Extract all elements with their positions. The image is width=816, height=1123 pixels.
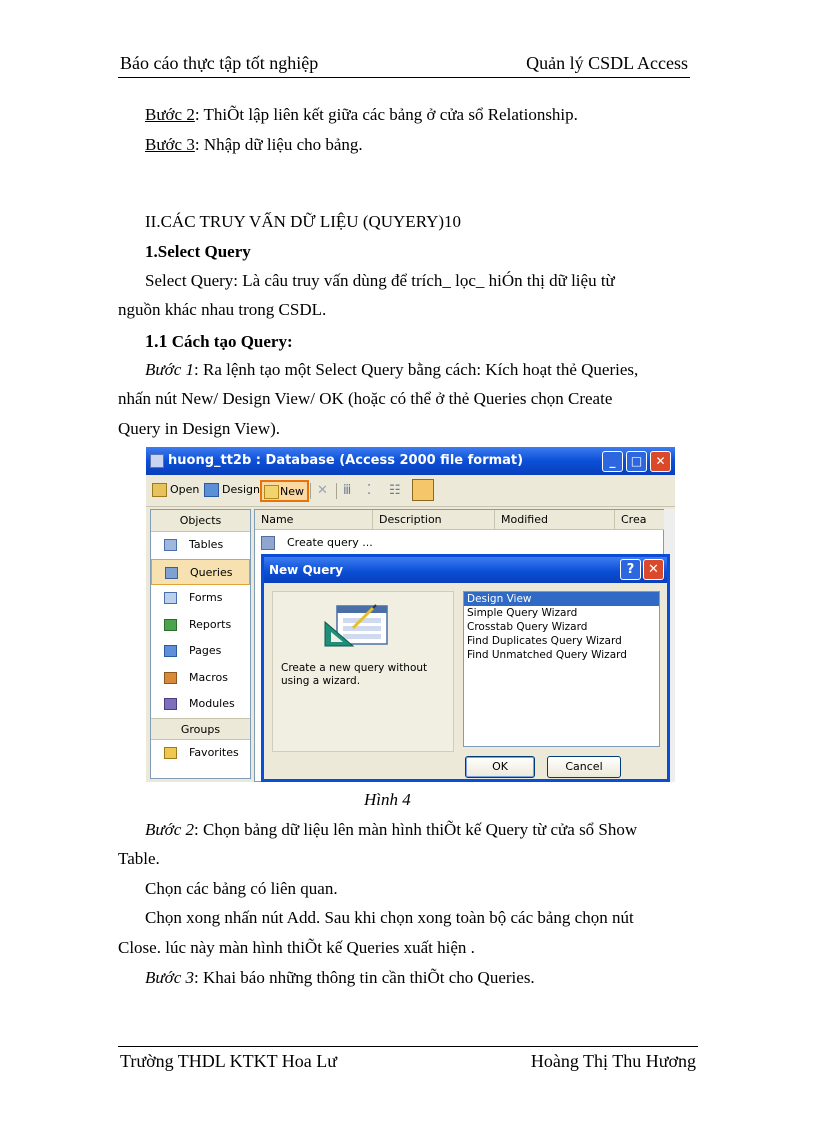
new-label: New [280,485,304,498]
s2-line2: Table. [118,849,160,868]
object-queries[interactable] [151,559,250,586]
delete-icon[interactable]: ✕ [317,483,328,498]
sub11-num: 1.1 [145,331,168,351]
step2-line [145,104,578,126]
option-find-duplicates-wizard[interactable]: Find Duplicates Query Wizard [467,635,622,647]
step2-text: : ThiÕt lập liên kết giữa các bảng ở cửa sổ Relationship. [194,105,578,124]
dialog-titlebar [264,557,667,583]
new-button[interactable] [260,480,309,502]
s1-line3: Query in Design View). [118,419,281,438]
page-footer [118,1046,698,1071]
page-header [118,52,690,78]
s1-text1: : Ra lệnh tạo một Select Query bằng cách: Kích hoạt thẻ Queries, [194,360,639,379]
object-modules[interactable] [151,691,250,718]
column-header-created[interactable]: Crea [615,510,665,530]
favorites-label: Favorites [189,745,239,759]
object-label: Tables [189,538,224,551]
open-label: Open [170,483,200,496]
para1-line1-text: Select Query: Là câu truy vấn dùng để trích_ lọc_ hiÓn thị dữ liệu từ [145,271,615,290]
large-icons-icon[interactable]: ⅲ [343,483,352,498]
objects-pane [150,509,251,779]
s1-line1 [145,359,638,381]
option-design-view[interactable]: Design View [464,592,659,606]
toolbar-separator [310,483,311,499]
open-button[interactable] [152,480,199,502]
step3-line [145,134,363,156]
s1-label: Bước 1 [145,360,195,379]
list-item-label: Create query ... [287,536,373,549]
object-label: Forms [189,591,223,604]
list-view-icon[interactable]: ☷ [389,483,401,498]
toolbar-separator [336,483,337,499]
details-view-icon[interactable] [412,479,434,501]
option-find-unmatched-wizard[interactable]: Find Unmatched Query Wizard [467,649,627,661]
add-line2: Close. lúc này màn hình thiÕt kế Queries xuất hiện . [118,938,475,957]
para1-line2: nguồn khác nhau trong CSDL. [118,300,327,319]
pages-icon [164,645,177,657]
column-header-name[interactable]: Name [255,510,373,530]
sub11-title [145,330,293,353]
forms-icon [164,592,177,604]
step2-label: Bước 2 [145,105,195,124]
object-label: Pages [189,644,222,657]
option-simple-query-wizard[interactable]: Simple Query Wizard [467,607,578,619]
s2-line1 [145,819,637,841]
database-icon [150,454,164,468]
s3-line [145,967,535,989]
object-reports[interactable] [151,612,250,639]
header-left: Báo cáo thực tập tốt nghiệp [120,53,319,73]
modules-icon [164,698,177,710]
add-line1: Chọn xong nhấn nút Add. Sau khi chọn xong toàn bộ các bảng chọn nút [145,908,634,927]
s3-label: Bước 3 [145,968,195,987]
queries-icon [165,567,178,579]
footer-left: Trường THDL KTKT Hoa Lư [120,1051,338,1071]
object-tables[interactable] [151,532,250,559]
group-favorites[interactable] [151,740,250,767]
groups-header: Groups [151,718,250,740]
list-item[interactable] [259,534,373,552]
column-header-description[interactable]: Description [373,510,495,530]
query-icon [261,536,275,550]
window-title: huong_tt2b : Database (Access 2000 file format) [168,453,524,468]
step3-text: : Nhập dữ liệu cho bảng. [194,135,363,154]
related-line: Chọn các bảng có liên quan. [145,879,338,898]
option-crosstab-query-wizard[interactable]: Crosstab Query Wizard [467,621,588,633]
query-type-list[interactable] [463,591,660,747]
reports-icon [164,619,177,631]
minimize-icon[interactable]: _ [602,451,623,472]
macros-icon [164,672,177,684]
ok-button[interactable]: OK [465,756,535,778]
database-toolbar [146,475,675,507]
step3-label: Bước 3 [145,135,195,154]
design-icon [204,483,219,497]
sub1-title: 1.Select Query [145,242,251,261]
favorites-icon [164,747,177,759]
access-database-window [146,447,675,782]
object-label: Queries [190,565,233,579]
dialog-description: Create a new query without using a wizard. [281,662,428,687]
open-icon [152,483,167,497]
header-right: Quản lý CSDL Access [526,53,688,73]
new-icon [264,485,279,499]
query-design-icon [323,604,391,648]
s2-text1: : Chọn bảng dữ liệu lên màn hình thiÕt kế Query từ cửa sổ Show [194,820,638,839]
object-label: Macros [189,670,229,684]
design-label: Design [222,483,260,496]
sub11-text: Cách tạo Query: [171,332,293,351]
s1-line2: nhấn nút New/ Design View/ OK (hoặc có thể ở thẻ Queries chọn Create [118,389,613,408]
object-label: Reports [189,617,232,631]
para1-line1 [145,270,697,292]
s2-label: Bước 2 [145,820,195,839]
objects-header: Objects [151,510,250,532]
footer-right: Hoàng Thị Thu Hương [530,1051,696,1071]
object-forms[interactable] [151,585,250,612]
column-header-modified[interactable]: Modified [495,510,615,530]
wizard-preview-pane [272,591,454,752]
new-query-dialog [261,554,670,782]
tables-icon [164,539,177,551]
design-button[interactable] [204,480,260,502]
cancel-button[interactable]: Cancel [547,756,621,778]
maximize-icon[interactable]: □ [626,451,647,472]
close-icon[interactable]: ✕ [650,451,671,472]
small-icons-icon[interactable]: ⁚ [367,483,372,498]
object-label: Modules [189,697,235,710]
object-macros[interactable] [151,665,250,692]
object-pages[interactable] [151,638,250,665]
s3-text: : Khai báo những thông tin cần thiÕt cho Queries. [194,968,535,987]
figure-caption: Hình 4 [364,790,411,809]
dialog-title: New Query [269,563,344,577]
section-title: II.CÁC TRUY VẤN DỮ LIỆU (QUYERY)10 [145,212,462,231]
dialog-close-icon[interactable]: ✕ [643,559,664,580]
window-titlebar [146,447,675,475]
help-button[interactable]: ? [620,559,641,580]
